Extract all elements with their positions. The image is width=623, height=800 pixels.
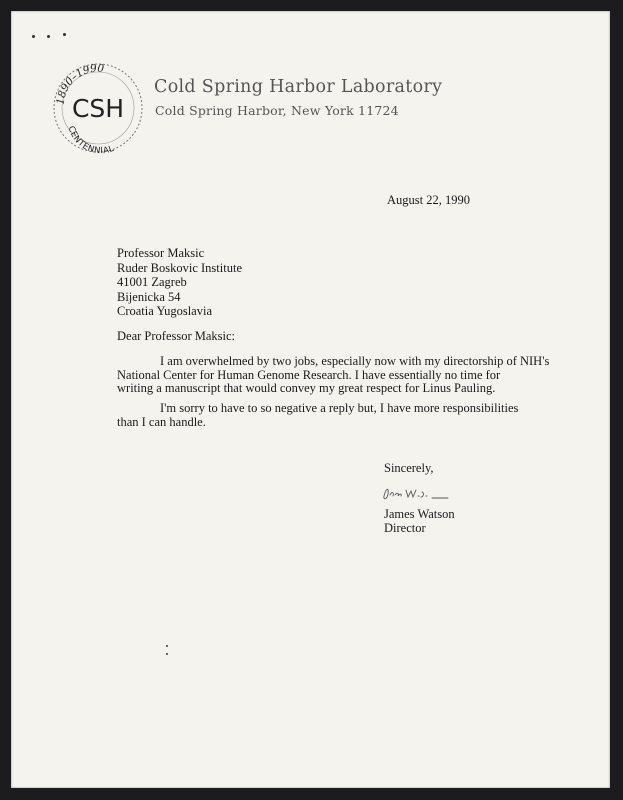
logo-centennial: CENTENNIAL: [65, 124, 116, 156]
paper-speck: [166, 653, 168, 655]
letter-page: [11, 11, 610, 788]
csh-centennial-logo: [50, 61, 145, 156]
signer-title: Director: [384, 521, 426, 535]
recipient-address: [117, 246, 242, 319]
paragraph-line: I am overwhelmed by two jobs, especially now with my directorship of NIH's: [160, 354, 550, 368]
recipient-line: Bijenicka 54: [117, 289, 181, 304]
institution-name: Cold Spring Harbor Laboratory: [154, 77, 443, 97]
logo-initials: CSH: [71, 94, 125, 123]
margin-mark: [63, 33, 66, 36]
body-paragraph: [117, 354, 549, 395]
body-paragraph: [117, 401, 518, 428]
salutation: Dear Professor Maksic:: [117, 329, 236, 343]
signer-name: James Watson: [384, 507, 455, 521]
handwritten-signature: [380, 482, 465, 504]
paper-speck: [166, 645, 168, 647]
recipient-line: Croatia Yugoslavia: [117, 304, 213, 318]
paragraph-line: writing a manuscript that would convey my great respect for Linus Pauling.: [117, 381, 496, 395]
logo-years: 1890–1990: [54, 62, 105, 106]
paragraph-line: I'm sorry to have to so negative a reply but, I have more responsibilities: [160, 401, 519, 415]
recipient-line: 41001 Zagreb: [117, 275, 187, 289]
margin-mark: [47, 35, 50, 38]
paragraph-line: than I can handle.: [117, 414, 206, 429]
letter-date: August 22, 1990: [387, 193, 470, 207]
recipient-line: Professor Maksic: [117, 246, 205, 260]
margin-mark: [32, 35, 35, 38]
closing: Sincerely,: [384, 461, 434, 475]
institution-address: Cold Spring Harbor, New York 11724: [155, 103, 399, 118]
recipient-line: Ruder Boskovic Institute: [117, 260, 242, 275]
paragraph-line: National Center for Human Genome Research. I have essentially no time for: [117, 367, 501, 382]
